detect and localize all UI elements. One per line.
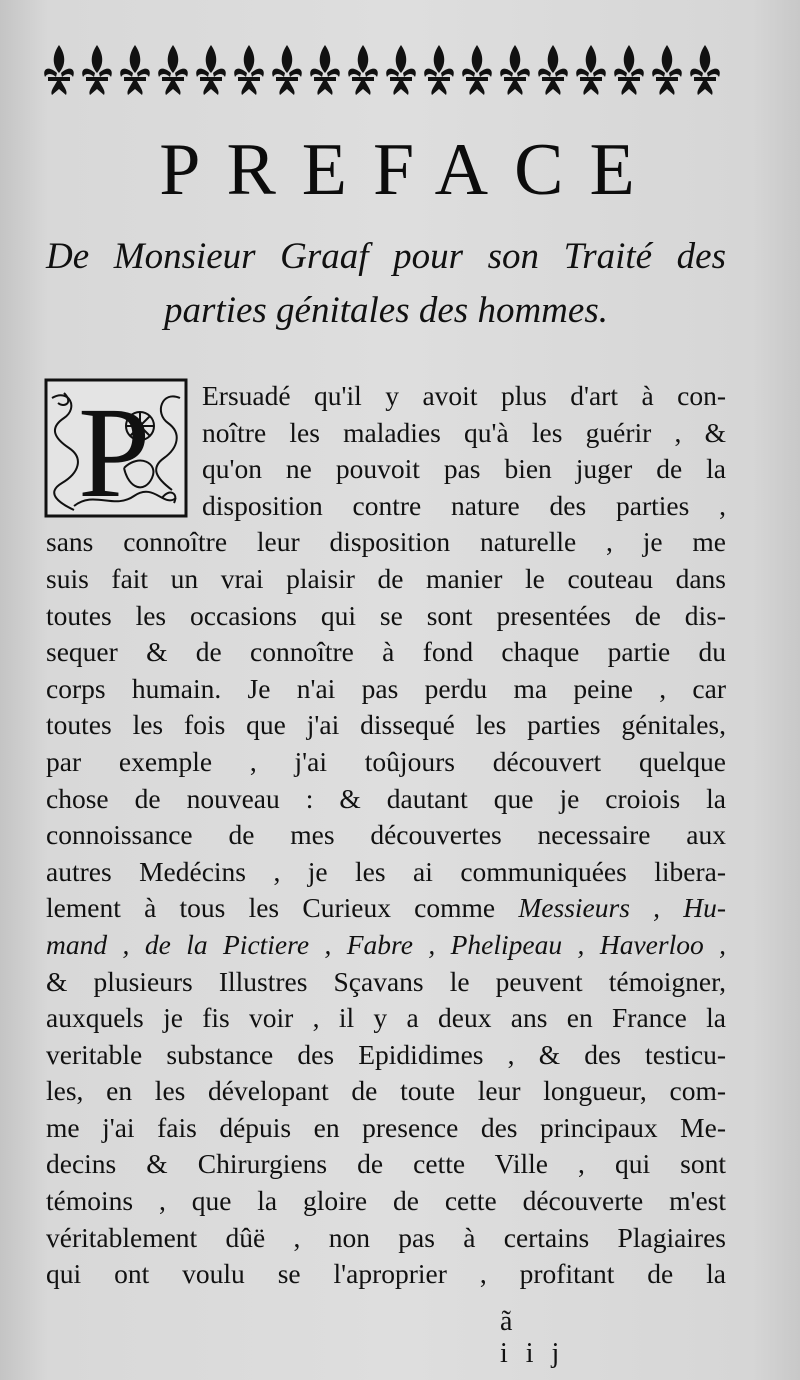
fleur-de-lis-icon — [42, 43, 76, 97]
text-line — [46, 744, 726, 781]
text-line — [46, 1000, 726, 1037]
text-line — [46, 927, 726, 964]
fleur-de-lis-icon — [270, 43, 304, 97]
fleur-de-lis-ornament-band — [42, 40, 722, 100]
line-text: chose de nouveau : & dautant que je croiois la — [46, 782, 726, 814]
line-italic-text: mand , de la Pictiere , Fabre , Phelipeau , Haverloo , — [46, 928, 726, 960]
fleur-de-lis-icon — [498, 43, 532, 97]
text-line — [46, 781, 726, 818]
text-line — [46, 415, 726, 452]
line-text: auxquels je fis voir , il y a deux ans en France la — [46, 1002, 726, 1034]
line-text: connoissance de mes découvertes necessaire aux — [46, 819, 726, 851]
line-text: disposition contre nature des parties , — [202, 489, 726, 521]
line-text: noître les maladies qu'à les guérir , & — [202, 416, 726, 448]
text-line — [46, 1183, 726, 1220]
fleur-de-lis-icon — [612, 43, 646, 97]
text-line — [46, 890, 726, 927]
text-line — [46, 378, 726, 415]
svg-text:P: P — [78, 381, 151, 518]
line-text: sequer & de connoître à fond chaque partie du — [46, 636, 726, 668]
fleur-de-lis-icon — [536, 43, 570, 97]
text-line — [46, 964, 726, 1001]
text-line — [46, 817, 726, 854]
fleur-de-lis-icon — [460, 43, 494, 97]
line-text: suis fait un vrai plaisir de manier le couteau dans — [46, 562, 726, 594]
line-text: Ersuadé qu'il y avoit plus d'art à con- — [202, 380, 726, 411]
line-text: corps humain. Je n'ai pas perdu ma peine , car — [46, 672, 726, 704]
text-line — [46, 1146, 726, 1183]
text-line — [46, 561, 726, 598]
line-italic-text: Messieurs , Hu- — [518, 892, 726, 924]
text-line — [46, 1220, 726, 1257]
page-subtitle — [46, 230, 726, 338]
line-text: qu'on ne pouvoit pas bien juger de la — [202, 453, 726, 485]
text-line — [46, 524, 726, 561]
text-line — [46, 671, 726, 708]
fleur-de-lis-icon — [650, 43, 684, 97]
page-title: PREFACE — [159, 129, 661, 211]
line-text: les, en les dévelopant de toute leur longueur, com- — [46, 1075, 726, 1107]
fleur-de-lis-icon — [118, 43, 152, 97]
text-line — [46, 1037, 726, 1074]
fleur-de-lis-icon — [688, 43, 722, 97]
line-text: lement à tous les Curieux comme — [46, 892, 519, 924]
text-line — [46, 1073, 726, 1110]
line-text: toutes les occasions qui se sont presentées de dis- — [46, 599, 726, 631]
line-text: qui ont voulu se l'aproprier , profitant de la — [46, 1258, 726, 1290]
line-text: sans connoître leur disposition naturelle , je me — [46, 526, 726, 558]
line-text: & plusieurs Illustres Sçavans le peuvent témoigner, — [46, 965, 726, 997]
text-line — [46, 1110, 726, 1147]
text-line — [46, 854, 726, 891]
text-line — [46, 707, 726, 744]
fleur-de-lis-icon — [156, 43, 190, 97]
fleur-de-lis-icon — [574, 43, 608, 97]
fleur-de-lis-icon — [80, 43, 114, 97]
fleur-de-lis-icon — [194, 43, 228, 97]
fleur-de-lis-icon — [346, 43, 380, 97]
signature-mark: ã iij — [500, 1306, 578, 1369]
line-text: autres Medécins , je les ai communiquées libera- — [46, 855, 726, 887]
text-line — [46, 1256, 726, 1293]
text-line — [46, 598, 726, 635]
subtitle-line-2: parties génitales des hommes. — [164, 290, 608, 331]
line-text: decins & Chirurgiens de cette Ville , qui sont — [46, 1148, 726, 1180]
line-text: toutes les fois que j'ai dissequé les parties génitales, — [46, 709, 726, 741]
line-text: par exemple , j'ai toûjours découvert quelque — [46, 745, 726, 777]
text-line — [46, 451, 726, 488]
text-line — [46, 634, 726, 671]
fleur-de-lis-icon — [422, 43, 456, 97]
preface-body — [46, 378, 726, 1293]
line-text: me j'ai fais dépuis en presence des principaux Me- — [46, 1111, 726, 1143]
subtitle-line-1: De Monsieur Graaf pour son Traité des — [46, 236, 726, 277]
fleur-de-lis-icon — [232, 43, 266, 97]
line-text: veritable substance des Epididimes , & des testicu- — [46, 1038, 726, 1070]
line-text: témoins , que la gloire de cette découverte m'est — [46, 1185, 726, 1217]
text-line — [46, 488, 726, 525]
fleur-de-lis-icon — [384, 43, 418, 97]
line-text: véritablement dûë , non pas à certains Plagiaires — [46, 1221, 726, 1253]
fleur-de-lis-icon — [308, 43, 342, 97]
